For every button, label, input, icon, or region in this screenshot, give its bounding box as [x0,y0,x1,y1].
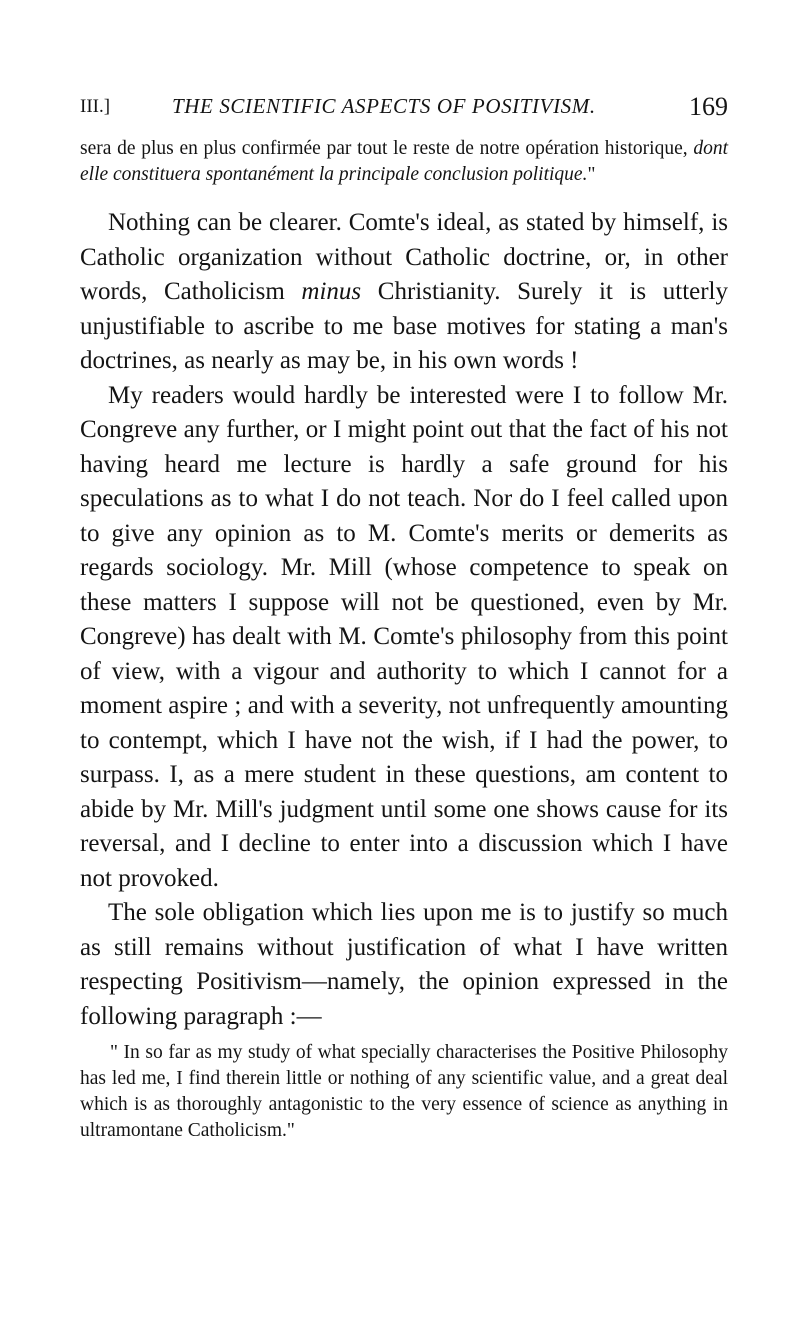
paragraph-1-italic: minus [301,278,362,305]
running-header [80,92,728,132]
opening-quote-italic: dont elle constituera spontanément la principale conclusion politique. [80,138,728,185]
page-number: 169 [689,92,728,121]
paragraph-3: The sole obligation which lies upon me is to justify so much as still remains without justification of what I have written respecting Positivism—namely, the opinion expressed in the following paragraph :— [80,899,728,1030]
paragraph-2: My readers would hardly be interested were I to follow Mr. Congreve any further, or I might point out that the fact of his not having heard me lecture is hardly a safe ground for his speculations as to what I do not teach. Nor do I feel called upon to give any opinion as to M. Comte's merits or demerits as regards sociology. Mr. Mill (whose competence to speak on these matters I suppose will not be questioned, even by Mr. Congreve) has dealt with M. Comte's philosophy from this point of view, with a vigour and authority to which I cannot for a moment aspire ; and with a severity, not unfrequently amounting to contempt, which I have not the wish, if I had the power, to surpass. I, as a mere student in these questions, am content to abide by Mr. Mill's judgment until some one shows cause for its reversal, and I decline to enter into a discussion which I have not provoked. [80,381,728,892]
running-title: THE SCIENTIFIC ASPECTS OF POSITIVISM. [172,94,596,118]
opening-quote-plain: sera de plus en plus confirmée par tout le reste de notre opération historique, [80,138,694,159]
opening-quote-close: " [587,164,596,185]
paragraph-1 [80,206,728,379]
opening-quotation [80,136,728,188]
block-quotation: " In so far as my study of what specially characterises the Positive Philosophy has led me, I find therein little or nothing of any scientific value, and a great deal which is as thoroughly antagonistic to the very essence of science as anything in ultramontane Catholicism." [80,1042,728,1141]
chapter-number: III.] [80,96,111,117]
paragraph-1-before: Nothing can be clearer. Comte's ideal, as stated by himself, is Catholic organization without Catholic doctrine, or, in other words, Catholicism [80,209,728,305]
paragraph-1-after: Christianity. Surely it is utterly unjustifiable to ascribe to me base motives for stating a man's doctrines, as nearly as may be, in his own words ! [80,278,729,374]
book-page [80,92,728,1144]
